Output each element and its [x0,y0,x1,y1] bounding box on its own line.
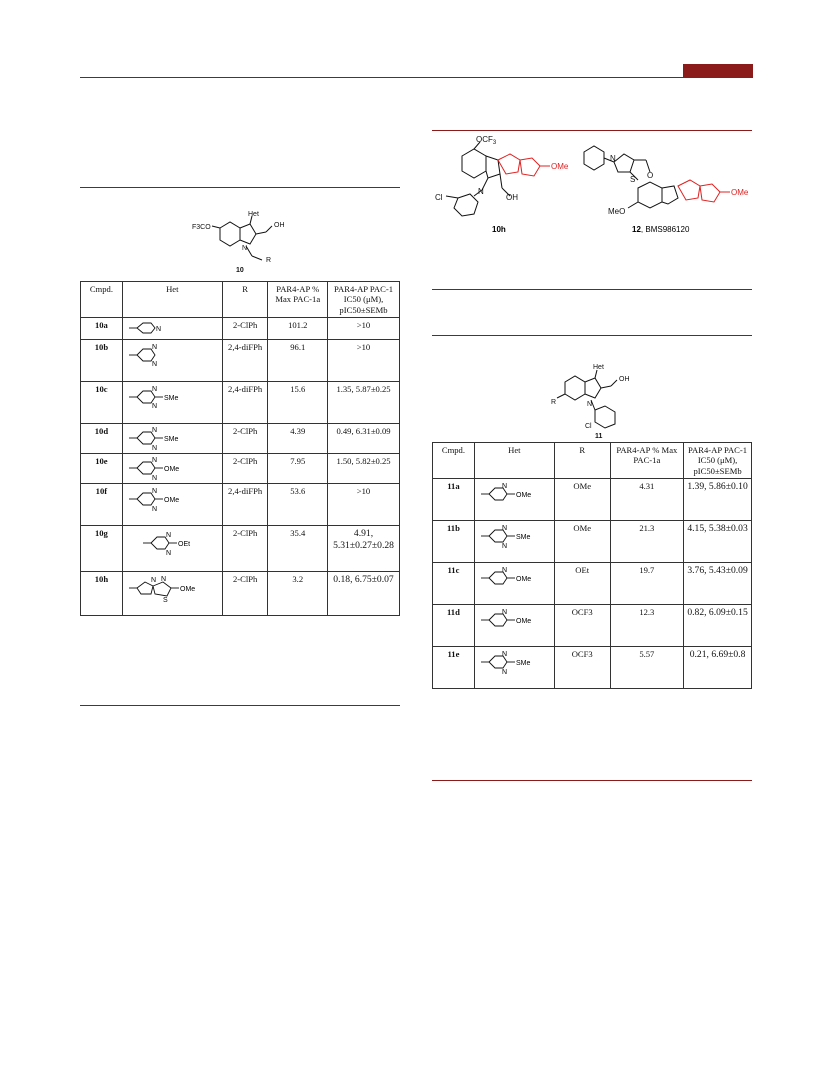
max-value: 96.1 [268,340,328,382]
svg-text:N: N [151,427,157,435]
table-row [81,484,400,526]
het-structure-icon [122,318,222,340]
th-r: R [222,282,268,318]
ic50-value: >10 [328,318,400,340]
table-row [81,382,400,424]
table-row [81,424,400,454]
cmpd-id: 11e [433,647,475,689]
table-10-header [81,282,400,318]
section-rule-right-3 [432,335,752,336]
table-row [81,572,400,616]
svg-text:SMe: SMe [163,436,179,444]
compound-label-10h: 10h [492,225,506,234]
svg-text:N: N [155,326,161,334]
svg-text:OMe: OMe [515,618,532,626]
o-label-12: O [647,171,654,180]
svg-text:N: N [151,344,157,352]
r-value: 2-ClPh [222,454,268,484]
max-value: 21.3 [610,521,684,563]
ic50-value: 4.91, 5.31±0.27±0.28 [328,526,400,572]
scheme-10-structure [180,210,310,276]
meo-label-12: MeO [608,207,626,216]
cmpd-id: 10a [81,318,123,340]
max-value: 101.2 [268,318,328,340]
th-het: Het [474,443,554,479]
n-label-10: N [242,245,248,252]
r-value: OCF3 [554,605,610,647]
max-value: 53.6 [268,484,328,526]
svg-text:N: N [151,386,157,394]
table-row [433,563,752,605]
svg-text:OMe: OMe [163,497,179,505]
scheme-label-10: 10 [236,267,244,274]
th-het: Het [122,282,222,318]
svg-text:OMe: OMe [163,466,179,474]
ome-label-10h: OMe [551,162,569,171]
svg-text:S: S [162,597,168,605]
n-label: N [478,187,484,196]
cmpd-id: 10b [81,340,123,382]
svg-text:N: N [501,609,507,617]
ic50-value: 3.76, 5.43±0.09 [684,563,752,605]
het-structure-icon [474,479,554,521]
max-value: 7.95 [268,454,328,484]
r-value: OMe [554,521,610,563]
table-10 [80,281,400,616]
header-accent-block [683,64,753,78]
r-value: 2-ClPh [222,572,268,616]
compound-id-12: 12 [632,225,641,234]
cl-label-11: Cl [585,423,592,430]
cmpd-id: 11b [433,521,475,563]
svg-text:N: N [501,567,507,575]
figure-10h-bms986120 [432,134,752,244]
ic50-value: 0.82, 6.09±0.15 [684,605,752,647]
svg-text:N: N [501,543,507,551]
svg-text:N: N [151,506,157,514]
het-structure-icon [474,605,554,647]
ic50-value: 1.35, 5.87±0.25 [328,382,400,424]
th-max: PAR4-AP % Max PAC-1a [610,443,684,479]
svg-text:SMe: SMe [515,534,531,542]
r-value: 2,4-diFPh [222,340,268,382]
het-structure-icon [122,572,222,616]
r-value: 2,4-diFPh [222,484,268,526]
svg-text:N: N [151,403,157,411]
scheme-label-11: 11 [595,433,603,440]
table-row [433,605,752,647]
max-value: 15.6 [268,382,328,424]
scheme-11-structure [545,362,645,442]
cmpd-id: 10d [81,424,123,454]
oh-label-10: OH [274,222,285,229]
cmpd-id: 11a [433,479,475,521]
th-cmpd: Cmpd. [81,282,123,318]
het-structure-icon [122,526,222,572]
het-structure-icon [474,647,554,689]
het-structure-icon [122,340,222,382]
table-row [81,318,400,340]
het-structure-icon [474,521,554,563]
het-structure-icon [122,484,222,526]
th-ic50: PAR4-AP PAC-1 IC50 (μM), pIC50±SEMb [684,443,752,479]
r-label-11: R [551,399,557,406]
svg-text:N: N [165,550,171,558]
cmpd-id: 10f [81,484,123,526]
oh-label-11: OH [619,376,630,383]
max-value: 4.31 [610,479,684,521]
th-max: PAR4-AP % Max PAC-1a [268,282,328,318]
max-value: 12.3 [610,605,684,647]
section-rule-right-4 [432,780,752,781]
r-label-10: R [266,257,272,264]
svg-text:N: N [501,483,507,491]
n-label-12: N [610,154,616,163]
oh-label: OH [506,193,518,202]
th-ic50: PAR4-AP PAC-1 IC50 (μM), pIC50±SEMb [328,282,400,318]
ic50-value: 1.39, 5.86±0.10 [684,479,752,521]
table-row [81,454,400,484]
svg-text:N: N [501,651,507,659]
table-row [433,521,752,563]
table-row [81,526,400,572]
cmpd-id: 10e [81,454,123,484]
svg-text:SMe: SMe [515,660,531,668]
ic50-value: 4.15, 5.38±0.03 [684,521,752,563]
svg-text:OEt: OEt [177,541,190,549]
n-label-11: N [587,401,593,408]
svg-text:N: N [151,488,157,496]
cmpd-id: 11d [433,605,475,647]
compound-label-12: 12, BMS986120 [632,225,690,234]
het-structure-icon [122,382,222,424]
svg-text:OMe: OMe [515,492,532,500]
header-rule [80,77,752,78]
th-cmpd: Cmpd. [433,443,475,479]
ocf3-label: $OCF_3$ [476,135,497,146]
het-structure-icon [122,424,222,454]
ic50-value: >10 [328,340,400,382]
r-value: 2-ClPh [222,318,268,340]
table-11-header [433,443,752,479]
het-structure-icon [474,563,554,605]
svg-text:N: N [151,457,157,465]
section-rule-right-2 [432,289,752,290]
table-row [433,647,752,689]
cmpd-id: 11c [433,563,475,605]
r-value: OEt [554,563,610,605]
table-11 [432,442,752,689]
max-value: 35.4 [268,526,328,572]
ic50-value: 0.18, 6.75±0.07 [328,572,400,616]
svg-text:N: N [165,532,171,540]
r-value: 2-ClPh [222,526,268,572]
ic50-value: >10 [328,484,400,526]
ic50-value: 0.21, 6.69±0.8 [684,647,752,689]
section-rule-left-1 [80,187,400,188]
svg-text:OMe: OMe [515,576,532,584]
cmpd-id: 10g [81,526,123,572]
r-value: 2,4-diFPh [222,382,268,424]
svg-text:N: N [151,361,157,369]
svg-text:N: N [160,576,166,584]
section-rule-left-2 [80,705,400,706]
s-label-12: S [630,175,636,184]
svg-text:N: N [501,525,507,533]
r-value: OCF3 [554,647,610,689]
section-rule-right-1 [432,130,752,131]
max-value: 19.7 [610,563,684,605]
table-row [433,479,752,521]
th-r: R [554,443,610,479]
max-value: 3.2 [268,572,328,616]
het-label-11: Het [593,364,604,371]
svg-text:N: N [151,445,157,453]
f3co-label: F3CO [192,224,211,231]
table-row [81,340,400,382]
compound-name-12: BMS986120 [645,225,690,234]
max-value: 5.57 [610,647,684,689]
r-value: 2-ClPh [222,424,268,454]
r-value: OMe [554,479,610,521]
het-structure-icon [122,454,222,484]
cmpd-id: 10h [81,572,123,616]
svg-text:N: N [151,475,157,483]
cmpd-id: 10c [81,382,123,424]
svg-text:OMe: OMe [179,586,195,594]
cl-label: Cl [435,193,443,202]
svg-text:SMe: SMe [163,395,179,403]
het-label-10: Het [248,211,259,218]
svg-text:N: N [150,577,156,585]
ic50-value: 0.49, 6.31±0.09 [328,424,400,454]
ome-label-12: OMe [731,188,749,197]
max-value: 4.39 [268,424,328,454]
ic50-value: 1.50, 5.82±0.25 [328,454,400,484]
svg-text:N: N [501,669,507,677]
